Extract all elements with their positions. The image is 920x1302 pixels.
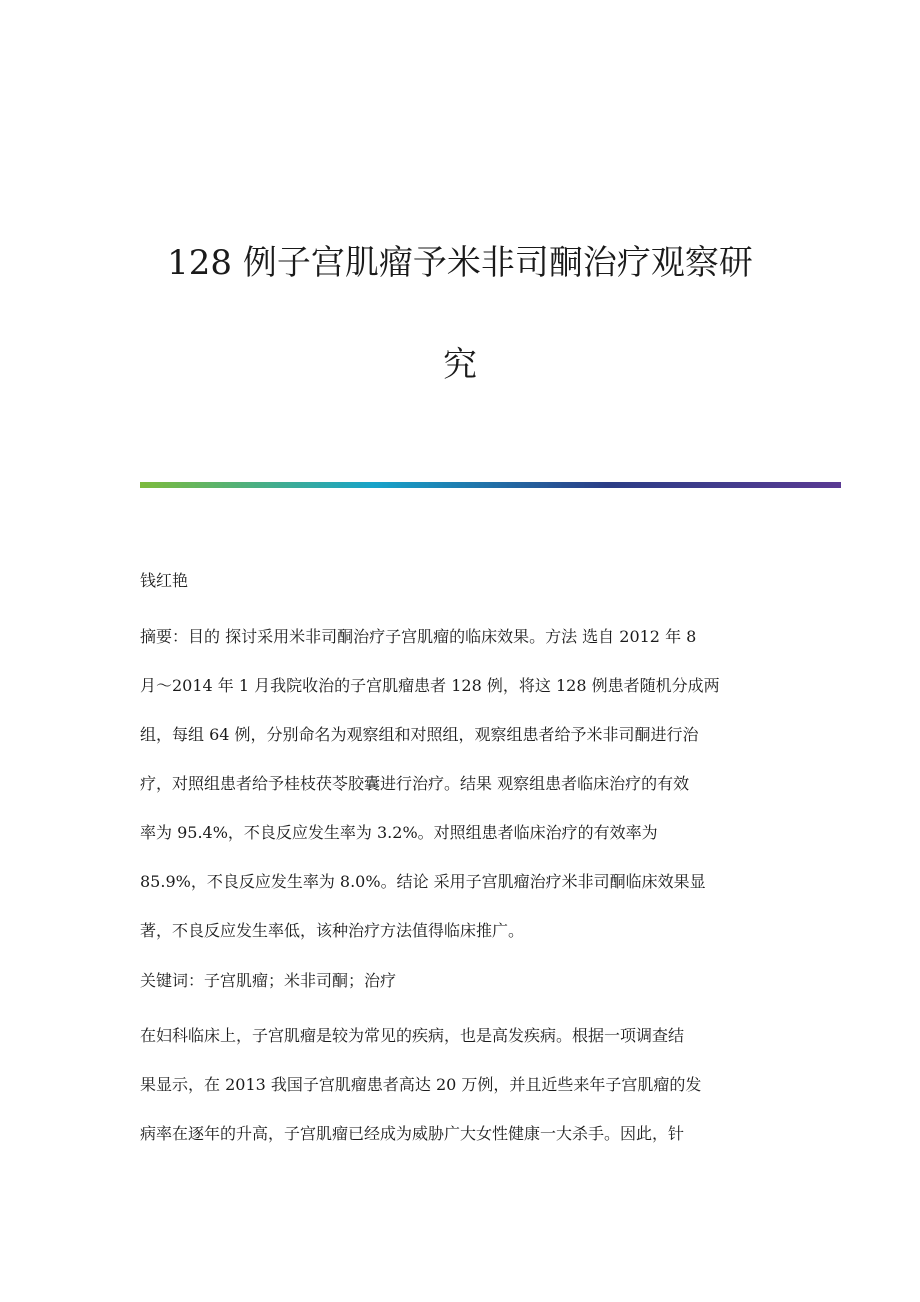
- intro-line: 果显示，在 2013 我国子宫肌瘤患者高达 20 万例，并且近些来年子宫肌瘤的发: [140, 1075, 702, 1094]
- abstract-line: 组，每组 64 例，分别命名为观察组和对照组，观察组患者给予米非司酮进行治: [140, 725, 699, 744]
- abstract-line: 疗，对照组患者给予桂枝茯苓胶囊进行治疗。结果 观察组患者临床治疗的有效: [140, 774, 690, 793]
- abstract-line: 著，不良反应发生率低，该种治疗方法值得临床推广。: [140, 921, 525, 940]
- intro-line: 病率在逐年的升高，子宫肌瘤已经成为威胁广大女性健康一大杀手。因此，针: [140, 1124, 685, 1143]
- title-line-1: 128 例子宫肌瘤予米非司酮治疗观察研: [167, 243, 753, 283]
- document-title: [140, 212, 780, 416]
- keywords-line: 关键词：子宫肌瘤；米非司酮；治疗: [140, 971, 397, 990]
- abstract-line: 摘要：目的 探讨采用米非司酮治疗子宫肌瘤的临床效果。方法 选自 2012 年 8: [140, 627, 697, 646]
- author-name: 钱红艳: [140, 571, 189, 590]
- abstract-line: 率为 95.4%，不良反应发生率为 3.2%。对照组患者临床治疗的有效率为: [140, 823, 658, 842]
- title-line-2: 究: [443, 345, 477, 385]
- intro-paragraph: [140, 1011, 780, 1158]
- intro-line: 在妇科临床上，子宫肌瘤是较为常见的疾病，也是高发疾病。根据一项调查结: [140, 1026, 685, 1045]
- gradient-divider: [140, 482, 841, 488]
- abstract-line: 85.9%，不良反应发生率为 8.0%。结论 采用子宫肌瘤治疗米非司酮临床效果显: [140, 872, 706, 891]
- abstract-line: 月～2014 年 1 月我院收治的子宫肌瘤患者 128 例，将这 128 例患者随机分成两: [140, 676, 720, 695]
- abstract-paragraph: [140, 612, 780, 955]
